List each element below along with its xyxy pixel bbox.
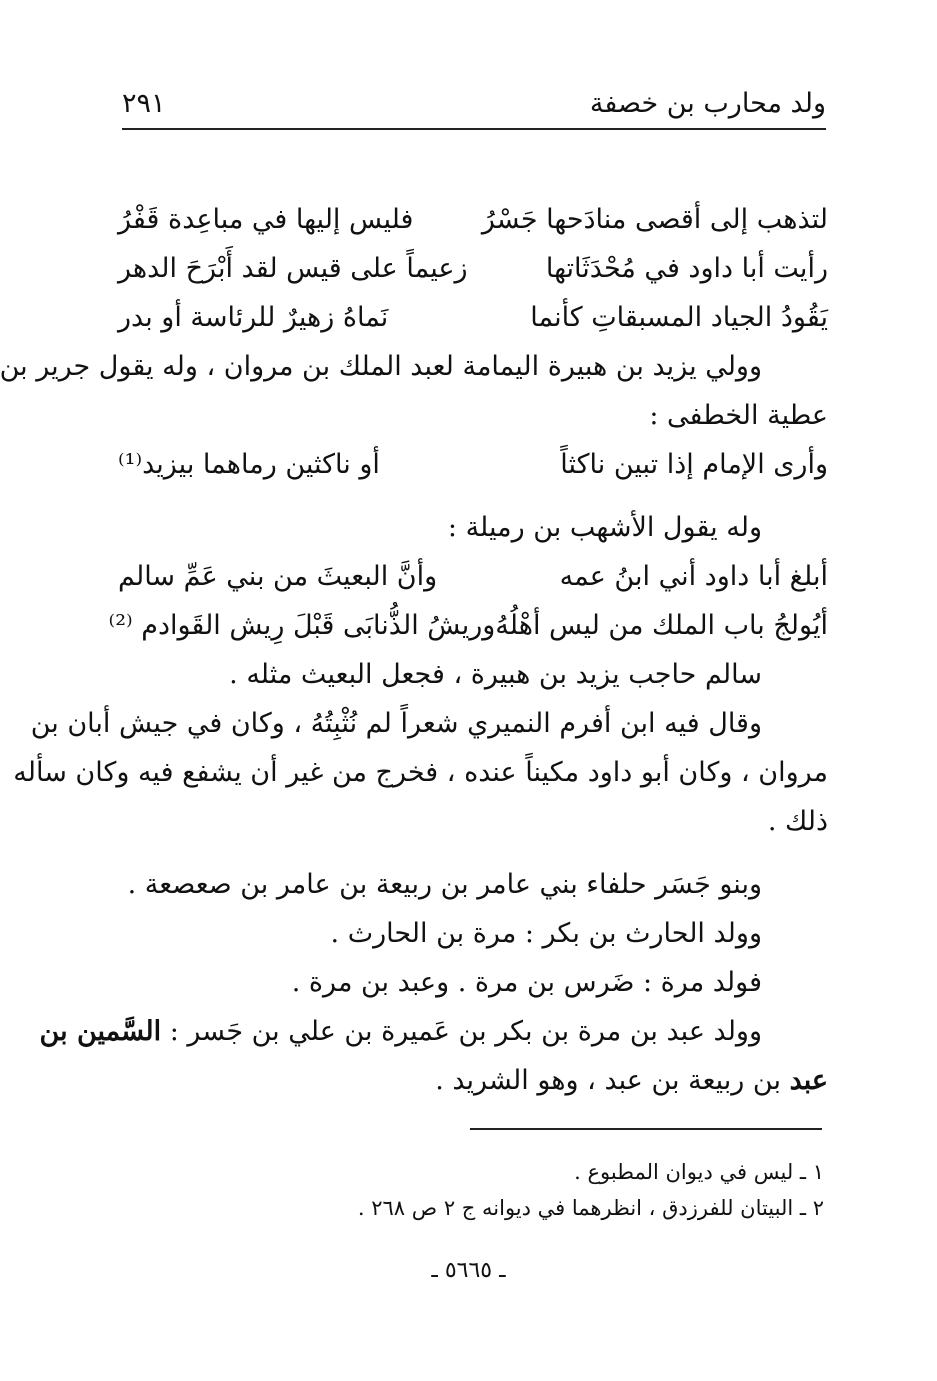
page-number: ـ ٥٦٦٥ ـ: [431, 1258, 506, 1283]
verse-first-hemistich: أبلغ أبا داود أني ابنُ عمه: [559, 561, 828, 592]
verse-second-hemistich: فليس إليها في مباعِدة قَفْرُ: [118, 204, 414, 235]
header-title: ولد محارب بن خصفة: [589, 88, 826, 119]
bold-name: السَّمين بن: [39, 1016, 162, 1047]
verse-line: [118, 195, 828, 244]
prose-line: عطية الخطفى :: [649, 400, 828, 431]
prose-line: [118, 1056, 828, 1105]
verse-second-hemistich: أو ناكثين رماهما بيزيد⁽¹⁾: [118, 449, 380, 480]
prose-line: فولد مرة : ضَرس بن مرة . وعبد بن مرة .: [291, 967, 762, 998]
prose-text: بن ربيعة بن عبد ، وهو الشريد .: [435, 1065, 790, 1096]
verse-first-hemistich: أيُولجُ باب الملك من ليس أهْلُهُ: [495, 610, 828, 641]
verse-line: [108, 601, 828, 650]
footnote-divider: [470, 1128, 822, 1130]
prose-line: مروان ، وكان أبو داود مكيناً عنده ، فخرج من غير أن يشفع فيه وكان سأله: [13, 757, 828, 788]
bold-name: عبد: [789, 1065, 828, 1096]
verse-second-hemistich: وأنَّ البعيثَ من بني عَمِّ سالم: [118, 561, 438, 592]
paragraph-spacer: [118, 489, 828, 503]
footnote-1: ١ ـ ليس في ديوان المطبوع .: [574, 1160, 824, 1184]
verse-line: [118, 552, 828, 601]
verse-line: [118, 293, 828, 342]
prose-line: وولي يزيد بن هبيرة اليمامة لعبد الملك بن مروان ، وله يقول جرير بن: [0, 351, 762, 382]
verse-first-hemistich: رأيت أبا داود في مُحْدَثَاتها: [545, 253, 828, 284]
running-header: [122, 88, 826, 130]
verse-first-hemistich: لتذهب إلى أقصى منادَحها جَسْرُ: [481, 204, 828, 235]
prose-line: وله يقول الأشهب بن رميلة :: [447, 512, 762, 543]
paragraph-spacer: [118, 846, 828, 860]
footnote-2: ٢ ـ البيتان للفرزدق ، انظرهما في ديوانه ج ٢ ص ٢٦٨ .: [357, 1196, 824, 1220]
verse-line: [118, 244, 828, 293]
verse-second-hemistich: زعيماً على قيس لقد أَبْرَحَ الدهر: [118, 253, 468, 284]
prose-line: سالم حاجب يزيد بن هبيرة ، فجعل البعيث مثله .: [229, 659, 762, 690]
verse-line: [118, 440, 828, 489]
verse-first-hemistich: وأرى الإمام إذا تبين ناكثاً: [560, 449, 828, 480]
verse-second-hemistich: نَماهُ زهيرٌ للرئاسة أو بدر: [118, 302, 389, 333]
prose-line: وولد الحارث بن بكر : مرة بن الحارث .: [330, 918, 762, 949]
prose-line: وقال فيه ابن أفرم النميري شعراً لم نُثْبِتُهُ ، وكان في جيش أبان بن: [30, 708, 762, 739]
prose-line: وبنو جَسَر حلفاء بني عامر بن ربيعة بن عامر بن صعصعة .: [127, 869, 762, 900]
prose-line: [39, 1007, 828, 1056]
verse-first-hemistich: يَقُودُ الجياد المسبقاتِ كأنما: [530, 302, 828, 333]
verse-second-hemistich: وريشُ الذُّنابَى قَبْلَ رِيش القَوادم ⁽²⁾: [108, 610, 496, 641]
footnotes: [118, 1154, 824, 1226]
main-text: [0, 195, 828, 1105]
header-page-number: ٢٩١: [122, 88, 166, 119]
prose-text: وولد عبد بن مرة بن بكر بن عَميرة بن علي بن جَسر :: [161, 1016, 762, 1047]
prose-line: ذلك .: [767, 806, 828, 837]
